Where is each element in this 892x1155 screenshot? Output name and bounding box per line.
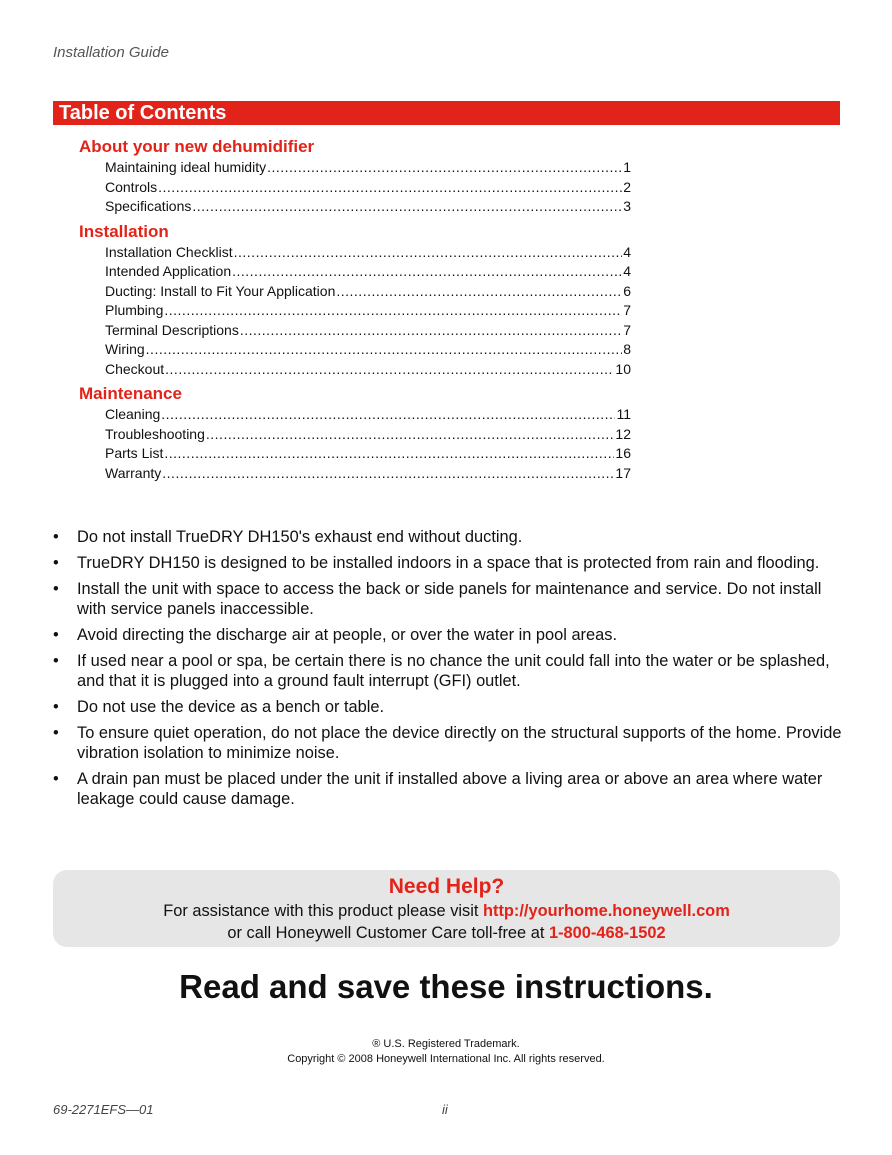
toc-entry[interactable] — [105, 158, 631, 178]
document-number: 69-2271EFS—01 — [53, 1102, 154, 1117]
toc-entry-label: Maintaining ideal humidity — [105, 159, 267, 175]
toc-entry-page: 7 — [623, 302, 631, 318]
toc-entry-label: Parts List — [105, 445, 164, 461]
safety-bullet-text: If used near a pool or spa, be certain there is no chance the unit could fall into the water or be splashed, and that it is plugged into a ground fault interrupt (GFI) outlet. — [77, 652, 830, 690]
help-box — [53, 870, 840, 947]
help-title: Need Help? — [388, 875, 505, 898]
toc-leader-dots — [165, 360, 614, 380]
toc-leader-dots — [267, 158, 622, 178]
toc-leader-dots — [164, 444, 614, 464]
page-number: ii — [442, 1102, 448, 1117]
bullet-dot-icon: • — [53, 554, 59, 572]
toc-entry[interactable] — [105, 340, 631, 360]
table-of-contents — [79, 136, 631, 483]
toc-entry-page: 16 — [615, 445, 631, 461]
toc-section-heading: Installation — [79, 221, 169, 241]
bullet-dot-icon: • — [53, 770, 59, 788]
bullet-dot-icon: • — [53, 528, 59, 546]
toc-entry[interactable] — [105, 282, 631, 302]
toc-leader-dots — [240, 321, 622, 341]
help-line-website — [53, 900, 840, 922]
toc-entry-label: Specifications — [105, 198, 192, 214]
help-website-link[interactable]: http://yourhome.honeywell.com — [482, 902, 730, 920]
toc-section-heading: Maintenance — [79, 384, 182, 403]
toc-entry-list — [79, 158, 631, 217]
toc-section-heading: About your new dehumidifier — [79, 137, 315, 156]
toc-leader-dots — [232, 262, 622, 282]
bullet-dot-icon: • — [53, 580, 59, 598]
toc-entry[interactable] — [105, 178, 631, 198]
toc-entry[interactable] — [105, 464, 631, 484]
toc-entry[interactable] — [105, 405, 631, 425]
toc-entry-label: Terminal Descriptions — [105, 321, 239, 338]
safety-bullet-text: Do not install TrueDRY DH150's exhaust end without ducting. — [77, 528, 523, 546]
toc-entry-label: Plumbing — [105, 302, 164, 318]
safety-bullet-text: Install the unit with space to access the back or side panels for maintenance and service. Do not install with service panels inaccessible. — [77, 580, 822, 618]
safety-bullet — [53, 553, 848, 573]
toc-entry-page: 8 — [623, 341, 631, 357]
toc-entry-label: Wiring — [105, 341, 145, 357]
bullet-dot-icon: • — [53, 724, 59, 742]
safety-bullet — [53, 723, 848, 763]
bullet-dot-icon: • — [53, 698, 59, 716]
toc-entry[interactable] — [105, 262, 631, 282]
safety-bullet — [53, 651, 848, 691]
toc-leader-dots — [206, 425, 615, 445]
toc-entry-page: 17 — [615, 464, 631, 481]
safety-bullet-text: Do not use the device as a bench or table. — [77, 698, 385, 716]
toc-entry-page: 12 — [615, 425, 631, 442]
toc-leader-dots — [336, 282, 622, 302]
safety-bullet-text: Avoid directing the discharge air at people, or over the water in pool areas. — [77, 626, 617, 644]
safety-bullet — [53, 625, 848, 645]
toc-entry-label: Installation Checklist — [105, 243, 233, 260]
toc-entry-label: Controls — [105, 178, 158, 195]
toc-entry-page: 7 — [623, 321, 631, 338]
toc-entry-label: Cleaning — [105, 406, 161, 422]
safety-bullet — [53, 579, 848, 619]
toc-entry-list — [79, 243, 631, 380]
help-phone-number: 1-800-468-1502 — [548, 924, 666, 942]
toc-entry[interactable] — [105, 360, 631, 380]
toc-entry-label: Intended Application — [105, 263, 232, 279]
toc-entry-list — [79, 405, 631, 483]
document-header: Installation Guide — [53, 44, 169, 61]
toc-entry-page: 4 — [623, 243, 631, 260]
toc-entry-page: 10 — [615, 360, 631, 377]
safety-bullet-text: A drain pan must be placed under the unit if installed above a living area or above an area where water leakage could cause damage. — [77, 770, 823, 808]
toc-entry[interactable] — [105, 301, 631, 321]
toc-section — [79, 383, 631, 483]
toc-entry-page: 6 — [623, 282, 631, 299]
help-line-phone — [53, 922, 840, 944]
toc-leader-dots — [164, 301, 622, 321]
toc-entry[interactable] — [105, 425, 631, 445]
toc-entry-page: 11 — [616, 406, 631, 422]
toc-section — [79, 136, 631, 217]
toc-leader-dots — [161, 405, 615, 425]
read-and-save-heading: Read and save these instructions. — [179, 968, 713, 1005]
safety-bullet-list — [53, 527, 848, 815]
toc-entry-page: 4 — [623, 263, 631, 279]
safety-bullet — [53, 527, 848, 547]
trademark-note: ® U.S. Registered Trademark. — [372, 1038, 520, 1050]
toc-entry-label: Warranty — [105, 464, 162, 481]
toc-entry[interactable] — [105, 444, 631, 464]
toc-entry[interactable] — [105, 321, 631, 341]
toc-entry[interactable] — [105, 197, 631, 217]
safety-bullet-text: TrueDRY DH150 is designed to be installed indoors in a space that is protected from rain and flooding. — [77, 554, 820, 572]
toc-leader-dots — [146, 340, 623, 360]
bullet-dot-icon: • — [53, 626, 59, 644]
toc-entry-page: 3 — [623, 198, 631, 214]
safety-bullet-text: To ensure quiet operation, do not place the device directly on the structural supports of the home. Provide vibration isolation to minimize noise. — [77, 724, 842, 762]
bullet-dot-icon: • — [53, 652, 59, 670]
toc-entry[interactable] — [105, 243, 631, 263]
toc-title-bar: Table of Contents — [53, 101, 840, 125]
toc-entry-page: 2 — [623, 178, 631, 195]
safety-bullet — [53, 769, 848, 809]
toc-entry-label: Troubleshooting — [105, 425, 205, 442]
copyright-note: Copyright © 2008 Honeywell International Inc. All rights reserved. — [287, 1053, 605, 1065]
toc-leader-dots — [162, 464, 614, 484]
toc-leader-dots — [192, 197, 622, 217]
toc-leader-dots — [234, 243, 623, 263]
toc-entry-page: 1 — [623, 159, 631, 175]
safety-bullet — [53, 697, 848, 717]
toc-entry-label: Ducting: Install to Fit Your Application — [105, 282, 336, 299]
toc-leader-dots — [158, 178, 622, 198]
help-website-text: For assistance with this product please visit — [163, 902, 483, 920]
toc-entry-label: Checkout — [105, 360, 165, 377]
help-phone-text: or call Honeywell Customer Care toll-free at — [227, 924, 549, 942]
toc-section — [79, 221, 631, 380]
